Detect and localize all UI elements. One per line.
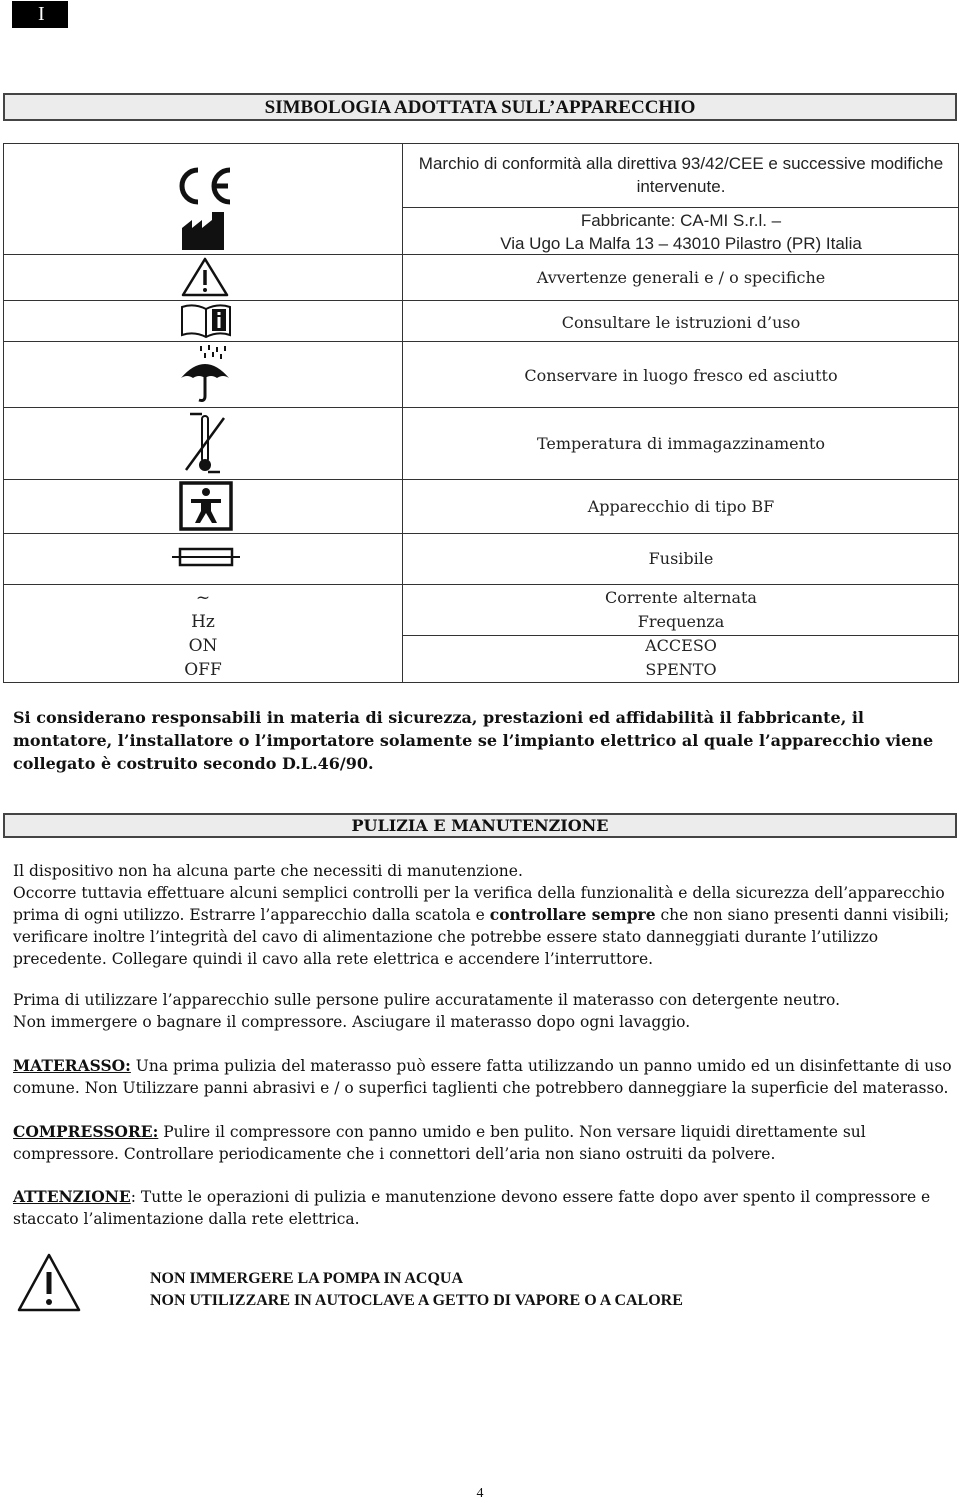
attention-paragraph: ATTENZIONE: Tutte le operazioni di pulizia e manutenzione devono essere fatte dopo aver spento il compressore e staccato l’alimentazione dalla rete elettrica. (13, 1187, 931, 1228)
mattress-label: MATERASSO: (13, 1056, 131, 1075)
warning-notes (150, 1268, 683, 1312)
ce-mark-icon (172, 164, 236, 208)
symbol-desc-instructions: Consultare le istruzioni d’uso (561, 313, 801, 332)
section-title-maintenance: PULIZIA E MANUTENZIONE (3, 813, 957, 838)
language-tab: I (12, 1, 68, 28)
warning-icon (180, 256, 230, 298)
maintenance-paragraph-2: Prima di utilizzare l’apparecchio sulle persone pulire accuratamente il materasso con detergente neutro. Non immergere o bagnare il compressore. Asciugare il materasso dopo ogni lavaggio. (13, 991, 841, 1031)
umbrella-icon (178, 344, 232, 404)
symbol-desc-umbrella: Conservare in luogo fresco ed asciutto (524, 366, 838, 385)
symbol-desc-off: SPENTO (645, 660, 717, 679)
symbol-desc-manufacturer-2: Via Ugo La Malfa 13 – 43010 Pilastro (PR) Italia (500, 234, 862, 253)
maintenance-paragraph-1 (13, 860, 953, 970)
warning-line-1: NON IMMERGERE LA POMPA IN ACQUA (150, 1270, 464, 1287)
manufacturer-icon (180, 210, 228, 252)
compressor-label: COMPRESSORE: (13, 1122, 159, 1141)
controllare-sempre-text: controllare sempre (489, 905, 656, 924)
maintenance-line-2: Occorre tuttavia effettuare alcuni semplici controlli per la verifica della funzionalità e della sicurezza dell’apparecchio prima di ogni utilizzo. Estrarre l’apparecchio dalla scatola e controllare sempre che non siano presenti danni visibili; verificare inoltre l’integrità del cavo di alimentazione che potrebbe essere stato danneggiati durante l’utilizzo precedente. Collegare quindi il cavo alla rete elettrica e accendere l’interruttore. (13, 884, 950, 968)
symbol-hz: Hz (191, 612, 215, 632)
responsibility-text: Si considerano responsabili in materia di sicurezza, prestazioni ed affidabilità il fabbricante, il montatore, l’installatore o l’importatore solamente se l’impianto elettrico al quale l’apparecchio viene collegato è costruito secondo D.L.46/90. (13, 708, 934, 773)
symbol-off: OFF (184, 660, 222, 680)
symbol-desc-bf: Apparecchio di tipo BF (587, 497, 775, 516)
instructions-book-icon (180, 303, 232, 339)
symbol-desc-temperature: Temperatura di immagazzinamento (536, 434, 826, 453)
warning-icon (16, 1252, 82, 1314)
fuse-icon (172, 544, 240, 570)
symbol-desc-hz: Frequenza (637, 612, 725, 631)
thermometer-icon (180, 410, 230, 476)
section-title-symbols: SIMBOLOGIA ADOTTATA SULL’APPARECCHIO (3, 93, 957, 121)
attention-label: ATTENZIONE (13, 1187, 131, 1206)
symbol-ac: ~ (195, 588, 211, 608)
symbol-desc-warning: Avvertenze generali e / o specifiche (536, 268, 826, 287)
symbol-on: ON (188, 636, 218, 656)
mattress-paragraph: MATERASSO: Una prima pulizia del materasso può essere fatta utilizzando un panno umido ed un disinfettante di uso comune. Non Utilizzare panni abrasivi e / o superfici taglienti che potrebbero danneggiare la superficie del materasso. (13, 1056, 952, 1097)
symbol-desc-ac: Corrente alternata (605, 588, 757, 607)
symbol-desc-ce: Marchio di conformità alla direttiva 93/42/CEE e successive modifiche intervenute. (418, 154, 944, 196)
warning-line-2: NON UTILIZZARE IN AUTOCLAVE A GETTO DI VAPORE O A CALORE (150, 1292, 683, 1309)
symbol-table (3, 143, 959, 683)
maintenance-line-1: Il dispositivo non ha alcuna parte che necessiti di manutenzione. (13, 862, 523, 880)
symbol-desc-manufacturer-1: Fabbricante: CA-MI S.r.l. – (580, 211, 782, 230)
compressor-paragraph: COMPRESSORE: Pulire il compressore con panno umido e ben pulito. Non versare liquidi direttamente sul compressore. Controllare periodicamente che i connettori dell’aria non siano ostruiti da polvere. (13, 1122, 866, 1163)
symbol-desc-on: ACCESO (645, 636, 717, 655)
page-number: 4 (476, 1486, 484, 1501)
bf-type-icon (179, 481, 233, 531)
symbol-desc-fuse: Fusibile (648, 549, 714, 568)
